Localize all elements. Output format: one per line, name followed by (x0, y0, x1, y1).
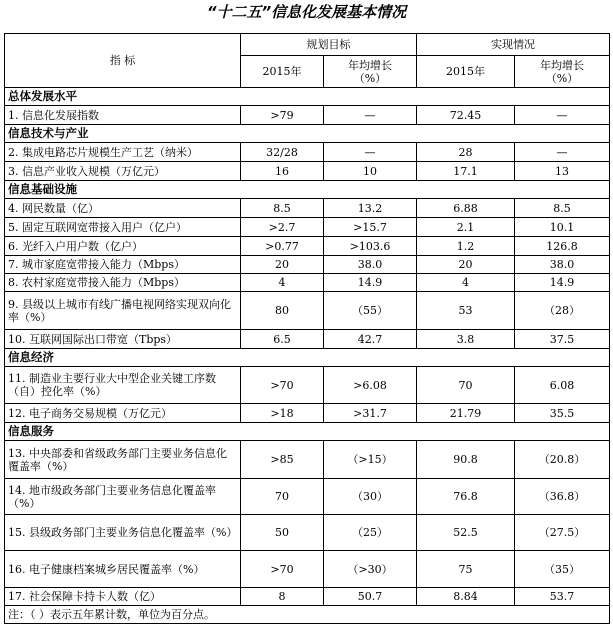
plan-growth-value: >103.6 (324, 237, 417, 256)
plan-growth-value: 42.7 (324, 330, 417, 349)
indicator-label: 3. 信息产业收入规模（万亿元） (5, 162, 241, 181)
table-row (5, 292, 610, 330)
indicator-label: 16. 电子健康档案城乡居民覆盖率（%） (5, 551, 241, 588)
plan-2015-value: 8.5 (241, 199, 324, 218)
actual-2015-value: 72.45 (417, 106, 515, 125)
plan-growth-value: >31.7 (324, 404, 417, 423)
indicator-label: 17. 社会保障卡持卡人数（亿） (5, 588, 241, 606)
actual-2015-value: 28 (417, 143, 515, 162)
actual-growth-value: — (515, 143, 610, 162)
plan-growth-value: （55） (324, 292, 417, 330)
table-row (5, 162, 610, 181)
actual-2015-value: 4 (417, 274, 515, 292)
plan-growth-value: >6.08 (324, 367, 417, 404)
plan-growth-value: 13.2 (324, 199, 417, 218)
actual-2015-value: 75 (417, 551, 515, 588)
indicator-label: 12. 电子商务交易规模（万亿元） (5, 404, 241, 423)
actual-growth-value: 8.5 (515, 199, 610, 218)
actual-2015-value: 6.88 (417, 199, 515, 218)
indicator-label: 7. 城市家庭宽带接入能力（Mbps） (5, 256, 241, 274)
plan-2015-value: 50 (241, 515, 324, 551)
section-row (5, 181, 610, 199)
section-title: 总体发展水平 (5, 88, 610, 106)
indicator-label: 15. 县级政务部门主要业务信息化覆盖率（%） (5, 515, 241, 551)
table-row (5, 143, 610, 162)
actual-growth-value: （28） (515, 292, 610, 330)
indicator-label: 5. 固定互联网宽带接入用户（亿户） (5, 218, 241, 237)
table-row (5, 479, 610, 515)
actual-growth-value: 10.1 (515, 218, 610, 237)
actual-2015-value: 90.8 (417, 441, 515, 479)
actual-2015-value: 1.2 (417, 237, 515, 256)
section-title: 信息基础设施 (5, 181, 610, 199)
plan-2015-value: >0.77 (241, 237, 324, 256)
plan-2015-value: 8 (241, 588, 324, 606)
plan-2015-value: 20 (241, 256, 324, 274)
indicator-label: 2. 集成电路芯片规模生产工艺（纳米） (5, 143, 241, 162)
plan-growth-value: — (324, 143, 417, 162)
plan-2015-value: >2.7 (241, 218, 324, 237)
actual-2015-value: 52.5 (417, 515, 515, 551)
section-title: 信息经济 (5, 349, 610, 367)
actual-growth-value: 53.7 (515, 588, 610, 606)
indicator-label: 13. 中央部委和省级政务部门主要业务信息化覆盖率（%） (5, 441, 241, 479)
table-row (5, 367, 610, 404)
header-plan-year: 2015年 (241, 56, 324, 88)
plan-growth-value: 50.7 (324, 588, 417, 606)
actual-growth-value: 6.08 (515, 367, 610, 404)
section-row (5, 88, 610, 106)
table-row (5, 330, 610, 349)
indicator-label: 14. 地市级政务部门主要业务信息化覆盖率（%） (5, 479, 241, 515)
indicator-label: 9. 县级以上城市有线广播电视网络实现双向化率（%） (5, 292, 241, 330)
actual-growth-value: （35） (515, 551, 610, 588)
actual-2015-value: 2.1 (417, 218, 515, 237)
header-actual: 实现情况 (417, 34, 610, 56)
table-row (5, 274, 610, 292)
plan-2015-value: 16 (241, 162, 324, 181)
plan-2015-value: 70 (241, 479, 324, 515)
indicator-label: 11. 制造业主要行业大中型企业关键工序数（自）控化率（%） (5, 367, 241, 404)
header-actual-growth: 年均增长 （%） (515, 56, 610, 88)
header-planned: 规划目标 (241, 34, 417, 56)
table-row (5, 199, 610, 218)
actual-growth-value: 38.0 (515, 256, 610, 274)
table-row (5, 256, 610, 274)
actual-growth-value: （27.5） (515, 515, 610, 551)
header-indicator: 指 标 (5, 34, 241, 88)
plan-growth-value: — (324, 106, 417, 125)
page-title: “十二五”信息化发展基本情况 (206, 3, 407, 21)
actual-2015-value: 21.79 (417, 404, 515, 423)
indicator-label: 6. 光纤入户用户数（亿户） (5, 237, 241, 256)
indicator-label: 8. 农村家庭宽带接入能力（Mbps） (5, 274, 241, 292)
actual-2015-value: 70 (417, 367, 515, 404)
actual-2015-value: 53 (417, 292, 515, 330)
header-plan-growth: 年均增长 （%） (324, 56, 417, 88)
plan-2015-value: >85 (241, 441, 324, 479)
note-row (5, 606, 610, 624)
plan-2015-value: >70 (241, 367, 324, 404)
actual-growth-value: （36.8） (515, 479, 610, 515)
plan-2015-value: 4 (241, 274, 324, 292)
header-row-top (5, 34, 610, 56)
plan-growth-value: 38.0 (324, 256, 417, 274)
actual-2015-value: 20 (417, 256, 515, 274)
table-row (5, 106, 610, 125)
plan-2015-value: 32/28 (241, 143, 324, 162)
indicator-label: 10. 互联网国际出口带宽（Tbps） (5, 330, 241, 349)
actual-2015-value: 8.84 (417, 588, 515, 606)
plan-2015-value: 6.5 (241, 330, 324, 349)
actual-growth-value: 126.8 (515, 237, 610, 256)
actual-growth-value: 14.9 (515, 274, 610, 292)
actual-2015-value: 76.8 (417, 479, 515, 515)
plan-growth-value: （>15） (324, 441, 417, 479)
section-row (5, 423, 610, 441)
actual-2015-value: 3.8 (417, 330, 515, 349)
table-row (5, 441, 610, 479)
table-note: 注：（ ）表示五年累计数，单位为百分点。 (5, 606, 610, 624)
section-title: 信息技术与产业 (5, 125, 610, 143)
table-row (5, 237, 610, 256)
plan-2015-value: 80 (241, 292, 324, 330)
actual-growth-value: （20.8） (515, 441, 610, 479)
section-title: 信息服务 (5, 423, 610, 441)
section-row (5, 349, 610, 367)
plan-growth-value: （>30） (324, 551, 417, 588)
table-row (5, 588, 610, 606)
table-row (5, 404, 610, 423)
plan-growth-value: （25） (324, 515, 417, 551)
actual-growth-value: 13 (515, 162, 610, 181)
plan-2015-value: >70 (241, 551, 324, 588)
actual-growth-value: — (515, 106, 610, 125)
plan-2015-value: >79 (241, 106, 324, 125)
plan-2015-value: >18 (241, 404, 324, 423)
table-row (5, 218, 610, 237)
actual-growth-value: 37.5 (515, 330, 610, 349)
info-table (4, 33, 610, 624)
plan-growth-value: （30） (324, 479, 417, 515)
actual-2015-value: 17.1 (417, 162, 515, 181)
table-row (5, 515, 610, 551)
plan-growth-value: 14.9 (324, 274, 417, 292)
header-actual-year: 2015年 (417, 56, 515, 88)
indicator-label: 4. 网民数量（亿） (5, 199, 241, 218)
section-row (5, 125, 610, 143)
table-row (5, 551, 610, 588)
plan-growth-value: >15.7 (324, 218, 417, 237)
actual-growth-value: 35.5 (515, 404, 610, 423)
indicator-label: 1. 信息化发展指数 (5, 106, 241, 125)
plan-growth-value: 10 (324, 162, 417, 181)
